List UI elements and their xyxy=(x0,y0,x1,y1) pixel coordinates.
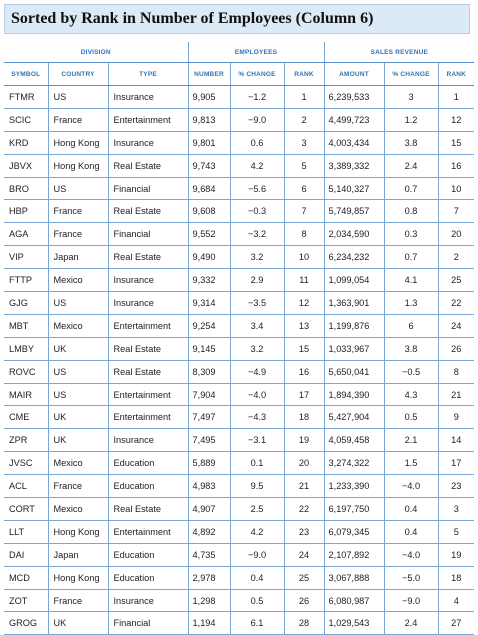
cell-employee-pct-change: 0.6 xyxy=(230,131,284,154)
cell-symbol: MCD xyxy=(4,566,48,589)
cell-country: Hong Kong xyxy=(48,566,108,589)
cell-sales-amount: 6,079,345 xyxy=(324,520,384,543)
cell-country: Hong Kong xyxy=(48,131,108,154)
cell-employee-number: 9,813 xyxy=(188,108,230,131)
cell-sales-rank: 1 xyxy=(438,86,474,109)
cell-sales-amount: 2,034,590 xyxy=(324,223,384,246)
table-row xyxy=(4,383,474,406)
cell-sales-amount: 1,894,390 xyxy=(324,383,384,406)
cell-employee-number: 7,904 xyxy=(188,383,230,406)
cell-employee-rank: 21 xyxy=(284,475,324,498)
cell-symbol: MBT xyxy=(4,314,48,337)
cell-country: France xyxy=(48,108,108,131)
cell-type: Education xyxy=(108,543,188,566)
cell-sales-rank: 7 xyxy=(438,200,474,223)
cell-employee-pct-change: 0.5 xyxy=(230,589,284,612)
cell-employee-rank: 6 xyxy=(284,177,324,200)
cell-type: Education xyxy=(108,566,188,589)
cell-employee-rank: 20 xyxy=(284,452,324,475)
cell-symbol: JBVX xyxy=(4,154,48,177)
cell-symbol: SCIC xyxy=(4,108,48,131)
table-row xyxy=(4,612,474,635)
cell-type: Insurance xyxy=(108,86,188,109)
cell-sales-rank: 12 xyxy=(438,108,474,131)
cell-country: France xyxy=(48,475,108,498)
cell-employee-pct-change: 2.5 xyxy=(230,498,284,521)
cell-sales-amount: 4,059,458 xyxy=(324,429,384,452)
cell-employee-pct-change: −0.3 xyxy=(230,200,284,223)
cell-sales-rank: 14 xyxy=(438,429,474,452)
cell-employee-rank: 18 xyxy=(284,406,324,429)
cell-sales-amount: 1,363,901 xyxy=(324,292,384,315)
table-body xyxy=(4,86,474,635)
cell-employee-number: 9,332 xyxy=(188,269,230,292)
cell-sales-pct-change: 2.1 xyxy=(384,429,438,452)
cell-sales-amount: 2,107,892 xyxy=(324,543,384,566)
cell-employee-rank: 13 xyxy=(284,314,324,337)
cell-employee-number: 2,978 xyxy=(188,566,230,589)
cell-type: Entertainment xyxy=(108,406,188,429)
cell-sales-rank: 16 xyxy=(438,154,474,177)
cell-employee-number: 4,892 xyxy=(188,520,230,543)
cell-sales-pct-change: 4.1 xyxy=(384,269,438,292)
cell-sales-amount: 5,140,327 xyxy=(324,177,384,200)
cell-country: US xyxy=(48,360,108,383)
cell-country: Japan xyxy=(48,246,108,269)
cell-employee-rank: 3 xyxy=(284,131,324,154)
cell-type: Real Estate xyxy=(108,337,188,360)
cell-type: Financial xyxy=(108,177,188,200)
cell-employee-number: 8,309 xyxy=(188,360,230,383)
cell-sales-rank: 25 xyxy=(438,269,474,292)
cell-type: Insurance xyxy=(108,131,188,154)
cell-sales-amount: 1,029,543 xyxy=(324,612,384,635)
cell-country: Mexico xyxy=(48,314,108,337)
cell-employee-pct-change: −3.5 xyxy=(230,292,284,315)
cell-employee-number: 9,743 xyxy=(188,154,230,177)
cell-employee-pct-change: 9.5 xyxy=(230,475,284,498)
group-header-row xyxy=(4,42,474,63)
cell-sales-amount: 3,274,322 xyxy=(324,452,384,475)
cell-employee-pct-change: 3.2 xyxy=(230,337,284,360)
cell-type: Real Estate xyxy=(108,200,188,223)
col-header-employee-number: NUMBER xyxy=(188,63,230,86)
cell-country: UK xyxy=(48,612,108,635)
cell-employee-pct-change: 0.4 xyxy=(230,566,284,589)
cell-sales-amount: 1,233,390 xyxy=(324,475,384,498)
cell-type: Entertainment xyxy=(108,314,188,337)
cell-employee-pct-change: −1.2 xyxy=(230,86,284,109)
cell-symbol: FTTP xyxy=(4,269,48,292)
cell-employee-number: 9,608 xyxy=(188,200,230,223)
cell-sales-amount: 6,239,533 xyxy=(324,86,384,109)
group-header-sales-revenue: SALES REVENUE xyxy=(324,42,474,63)
cell-type: Real Estate xyxy=(108,154,188,177)
cell-symbol: KRD xyxy=(4,131,48,154)
cell-employee-rank: 1 xyxy=(284,86,324,109)
cell-symbol: AGA xyxy=(4,223,48,246)
cell-country: France xyxy=(48,223,108,246)
cell-symbol: GROG xyxy=(4,612,48,635)
cell-employee-pct-change: −4.3 xyxy=(230,406,284,429)
cell-employee-pct-change: −4.9 xyxy=(230,360,284,383)
column-header-row xyxy=(4,63,474,86)
table-row xyxy=(4,589,474,612)
cell-country: US xyxy=(48,86,108,109)
cell-sales-rank: 21 xyxy=(438,383,474,406)
table-row xyxy=(4,86,474,109)
cell-sales-amount: 4,003,434 xyxy=(324,131,384,154)
cell-employee-pct-change: 3.2 xyxy=(230,246,284,269)
table-row xyxy=(4,292,474,315)
table-row xyxy=(4,223,474,246)
cell-employee-pct-change: −3.1 xyxy=(230,429,284,452)
cell-employee-number: 7,497 xyxy=(188,406,230,429)
table-row xyxy=(4,131,474,154)
cell-employee-rank: 2 xyxy=(284,108,324,131)
cell-sales-rank: 9 xyxy=(438,406,474,429)
cell-employee-rank: 15 xyxy=(284,337,324,360)
cell-sales-pct-change: 0.8 xyxy=(384,200,438,223)
cell-type: Real Estate xyxy=(108,246,188,269)
cell-employee-pct-change: −5.6 xyxy=(230,177,284,200)
cell-country: France xyxy=(48,589,108,612)
cell-sales-pct-change: 0.4 xyxy=(384,498,438,521)
cell-symbol: CORT xyxy=(4,498,48,521)
col-header-country: COUNTRY xyxy=(48,63,108,86)
cell-symbol: ZPR xyxy=(4,429,48,452)
col-header-sales-pct-change: % CHANGE xyxy=(384,63,438,86)
cell-employee-number: 9,145 xyxy=(188,337,230,360)
cell-sales-amount: 3,389,332 xyxy=(324,154,384,177)
table-row xyxy=(4,498,474,521)
cell-country: Mexico xyxy=(48,452,108,475)
cell-employee-rank: 25 xyxy=(284,566,324,589)
cell-country: UK xyxy=(48,406,108,429)
cell-sales-pct-change: −4.0 xyxy=(384,475,438,498)
cell-employee-number: 9,905 xyxy=(188,86,230,109)
cell-sales-amount: 1,199,876 xyxy=(324,314,384,337)
cell-symbol: JVSC xyxy=(4,452,48,475)
group-header-division: DIVISION xyxy=(4,42,188,63)
cell-symbol: ZOT xyxy=(4,589,48,612)
cell-employee-pct-change: 4.2 xyxy=(230,520,284,543)
table-row xyxy=(4,566,474,589)
cell-sales-pct-change: 3 xyxy=(384,86,438,109)
col-header-sales-amount: AMOUNT xyxy=(324,63,384,86)
cell-employee-number: 4,735 xyxy=(188,543,230,566)
cell-symbol: LLT xyxy=(4,520,48,543)
cell-sales-rank: 26 xyxy=(438,337,474,360)
table-row xyxy=(4,314,474,337)
cell-symbol: ACL xyxy=(4,475,48,498)
cell-sales-pct-change: 2.4 xyxy=(384,612,438,635)
cell-sales-rank: 22 xyxy=(438,292,474,315)
cell-employee-rank: 8 xyxy=(284,223,324,246)
cell-employee-number: 9,552 xyxy=(188,223,230,246)
cell-sales-rank: 17 xyxy=(438,452,474,475)
cell-employee-rank: 5 xyxy=(284,154,324,177)
cell-type: Real Estate xyxy=(108,498,188,521)
cell-sales-amount: 6,197,750 xyxy=(324,498,384,521)
cell-employee-pct-change: 0.1 xyxy=(230,452,284,475)
cell-sales-amount: 5,650,041 xyxy=(324,360,384,383)
col-header-employee-rank: RANK xyxy=(284,63,324,86)
cell-type: Financial xyxy=(108,612,188,635)
col-header-type: TYPE xyxy=(108,63,188,86)
cell-type: Insurance xyxy=(108,269,188,292)
cell-type: Education xyxy=(108,452,188,475)
table-row xyxy=(4,520,474,543)
cell-sales-rank: 2 xyxy=(438,246,474,269)
table-row xyxy=(4,154,474,177)
cell-sales-amount: 5,427,904 xyxy=(324,406,384,429)
cell-employee-number: 9,684 xyxy=(188,177,230,200)
cell-sales-pct-change: 0.3 xyxy=(384,223,438,246)
cell-symbol: FTMR xyxy=(4,86,48,109)
cell-sales-rank: 20 xyxy=(438,223,474,246)
cell-employee-rank: 23 xyxy=(284,520,324,543)
cell-employee-rank: 22 xyxy=(284,498,324,521)
cell-employee-pct-change: −9.0 xyxy=(230,108,284,131)
cell-sales-rank: 23 xyxy=(438,475,474,498)
cell-type: Insurance xyxy=(108,429,188,452)
cell-sales-pct-change: 1.3 xyxy=(384,292,438,315)
cell-sales-rank: 4 xyxy=(438,589,474,612)
cell-employee-number: 9,490 xyxy=(188,246,230,269)
table-row xyxy=(4,360,474,383)
cell-sales-amount: 3,067,888 xyxy=(324,566,384,589)
cell-employee-rank: 12 xyxy=(284,292,324,315)
table-row xyxy=(4,429,474,452)
cell-sales-pct-change: 2.4 xyxy=(384,154,438,177)
cell-sales-amount: 4,499,723 xyxy=(324,108,384,131)
cell-country: UK xyxy=(48,337,108,360)
cell-type: Financial xyxy=(108,223,188,246)
cell-country: Mexico xyxy=(48,269,108,292)
cell-symbol: BRO xyxy=(4,177,48,200)
cell-type: Entertainment xyxy=(108,520,188,543)
cell-country: US xyxy=(48,177,108,200)
table-row xyxy=(4,406,474,429)
cell-symbol: GJG xyxy=(4,292,48,315)
cell-sales-pct-change: −4.0 xyxy=(384,543,438,566)
col-header-sales-rank: RANK xyxy=(438,63,474,86)
cell-country: Hong Kong xyxy=(48,154,108,177)
cell-sales-amount: 1,099,054 xyxy=(324,269,384,292)
cell-employee-number: 4,907 xyxy=(188,498,230,521)
cell-sales-rank: 24 xyxy=(438,314,474,337)
cell-employee-number: 1,194 xyxy=(188,612,230,635)
cell-country: UK xyxy=(48,429,108,452)
cell-sales-pct-change: 1.2 xyxy=(384,108,438,131)
cell-employee-number: 1,298 xyxy=(188,589,230,612)
cell-symbol: MAIR xyxy=(4,383,48,406)
cell-sales-pct-change: −0.5 xyxy=(384,360,438,383)
page-title: Sorted by Rank in Number of Employees (Column 6) xyxy=(11,10,374,27)
cell-employee-rank: 16 xyxy=(284,360,324,383)
cell-symbol: VIP xyxy=(4,246,48,269)
group-header-employees: EMPLOYEES xyxy=(188,42,324,63)
table-row xyxy=(4,452,474,475)
cell-sales-rank: 18 xyxy=(438,566,474,589)
cell-sales-rank: 5 xyxy=(438,520,474,543)
cell-employee-pct-change: −9.0 xyxy=(230,543,284,566)
cell-employee-pct-change: −4.0 xyxy=(230,383,284,406)
table-row xyxy=(4,337,474,360)
cell-sales-pct-change: 3.8 xyxy=(384,131,438,154)
cell-sales-pct-change: −9.0 xyxy=(384,589,438,612)
table-row xyxy=(4,475,474,498)
cell-symbol: ROVC xyxy=(4,360,48,383)
cell-employee-rank: 19 xyxy=(284,429,324,452)
cell-sales-rank: 27 xyxy=(438,612,474,635)
cell-employee-number: 7,495 xyxy=(188,429,230,452)
cell-type: Real Estate xyxy=(108,360,188,383)
table-row xyxy=(4,200,474,223)
cell-employee-pct-change: 3.4 xyxy=(230,314,284,337)
cell-type: Education xyxy=(108,475,188,498)
cell-employee-number: 9,254 xyxy=(188,314,230,337)
title-bar xyxy=(4,4,470,34)
cell-employee-rank: 17 xyxy=(284,383,324,406)
cell-sales-rank: 3 xyxy=(438,498,474,521)
cell-country: Mexico xyxy=(48,498,108,521)
cell-sales-amount: 6,234,232 xyxy=(324,246,384,269)
cell-country: France xyxy=(48,200,108,223)
cell-employee-rank: 7 xyxy=(284,200,324,223)
cell-type: Insurance xyxy=(108,292,188,315)
cell-employee-pct-change: −3.2 xyxy=(230,223,284,246)
cell-country: Hong Kong xyxy=(48,520,108,543)
cell-symbol: HBP xyxy=(4,200,48,223)
cell-sales-rank: 15 xyxy=(438,131,474,154)
cell-employee-pct-change: 6.1 xyxy=(230,612,284,635)
cell-sales-amount: 1,033,967 xyxy=(324,337,384,360)
cell-employee-rank: 10 xyxy=(284,246,324,269)
cell-sales-rank: 10 xyxy=(438,177,474,200)
col-header-symbol: SYMBOL xyxy=(4,63,48,86)
cell-symbol: LMBY xyxy=(4,337,48,360)
cell-country: US xyxy=(48,292,108,315)
cell-employee-number: 4,983 xyxy=(188,475,230,498)
cell-type: Entertainment xyxy=(108,108,188,131)
cell-employee-rank: 28 xyxy=(284,612,324,635)
cell-sales-rank: 8 xyxy=(438,360,474,383)
cell-country: Japan xyxy=(48,543,108,566)
cell-country: US xyxy=(48,383,108,406)
cell-employee-number: 5,889 xyxy=(188,452,230,475)
cell-sales-pct-change: 0.5 xyxy=(384,406,438,429)
cell-symbol: DAI xyxy=(4,543,48,566)
cell-type: Insurance xyxy=(108,589,188,612)
cell-type: Entertainment xyxy=(108,383,188,406)
table-row xyxy=(4,108,474,131)
table-row xyxy=(4,269,474,292)
cell-sales-pct-change: 0.7 xyxy=(384,246,438,269)
data-table xyxy=(4,42,474,635)
cell-employee-rank: 24 xyxy=(284,543,324,566)
cell-employee-rank: 11 xyxy=(284,269,324,292)
table-row xyxy=(4,543,474,566)
cell-sales-pct-change: 1.5 xyxy=(384,452,438,475)
cell-sales-pct-change: 6 xyxy=(384,314,438,337)
cell-sales-amount: 5,749,857 xyxy=(324,200,384,223)
cell-sales-rank: 19 xyxy=(438,543,474,566)
cell-employee-number: 9,314 xyxy=(188,292,230,315)
table-row xyxy=(4,177,474,200)
cell-sales-pct-change: 3.8 xyxy=(384,337,438,360)
cell-symbol: CME xyxy=(4,406,48,429)
cell-sales-amount: 6,080,987 xyxy=(324,589,384,612)
cell-sales-pct-change: 0.4 xyxy=(384,520,438,543)
cell-employee-pct-change: 2.9 xyxy=(230,269,284,292)
cell-employee-rank: 26 xyxy=(284,589,324,612)
table-row xyxy=(4,246,474,269)
col-header-employee-pct-change: % CHANGE xyxy=(230,63,284,86)
cell-employee-pct-change: 4.2 xyxy=(230,154,284,177)
cell-sales-pct-change: 4.3 xyxy=(384,383,438,406)
cell-employee-number: 9,801 xyxy=(188,131,230,154)
cell-sales-pct-change: 0.7 xyxy=(384,177,438,200)
cell-sales-pct-change: −5.0 xyxy=(384,566,438,589)
